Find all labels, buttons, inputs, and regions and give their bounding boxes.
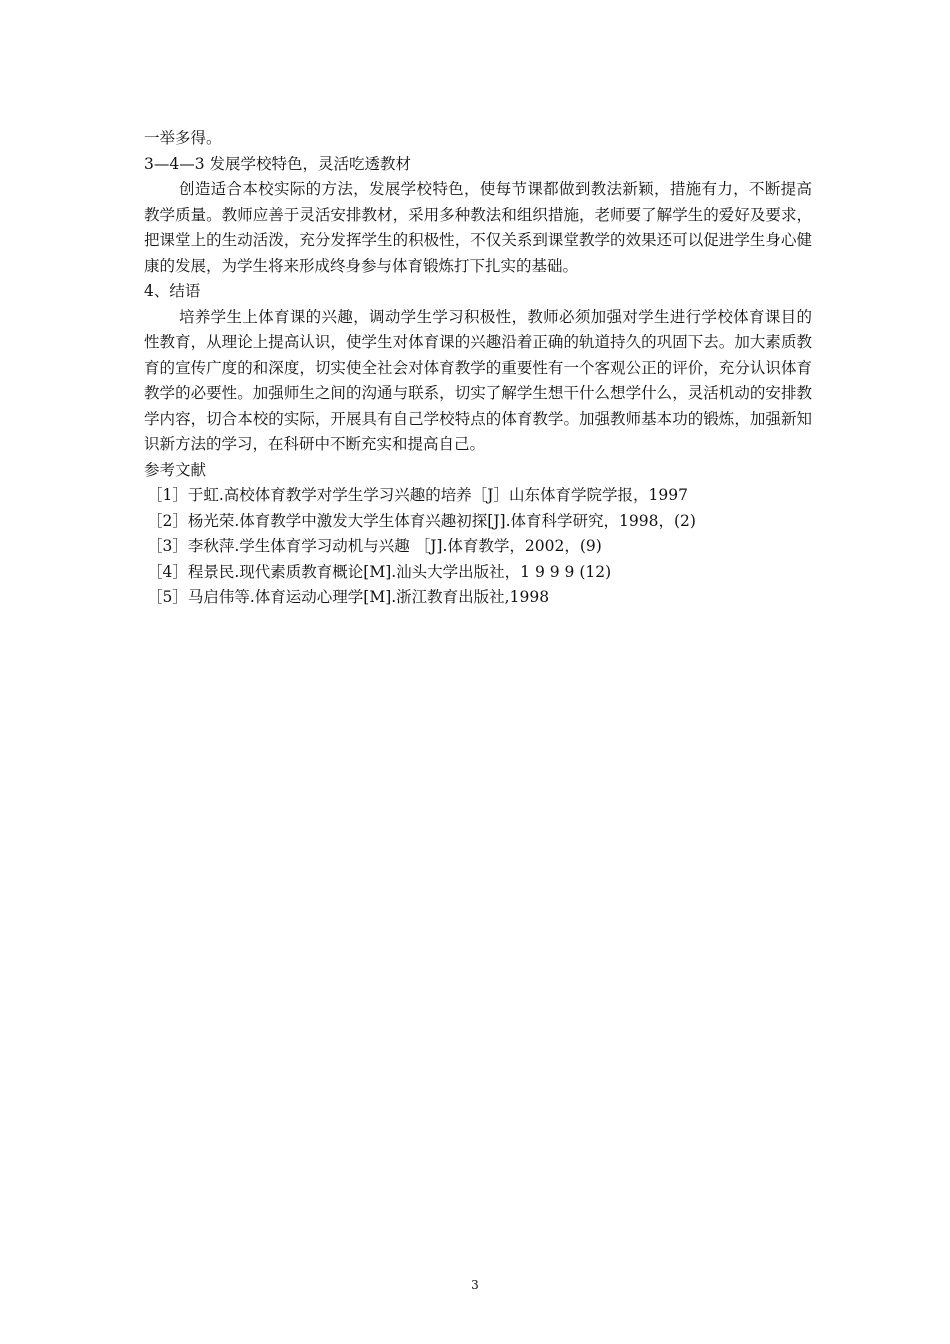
section-paragraph-conclusion: 培养学生上体育课的兴趣，调动学生学习积极性，教师必须加强对学生进行学校体育课目的性教育，从理论上提高认识，使学生对体育课的兴趣沿着正确的轨道持久的巩固下去。加大素质教育的宣传广度的和深度，切实使全社会对体育教学的重要性有一个客观公正的评价，充分认识体育教学的必要性。加强师生之间的沟通与联系，切实了解学生想干什么想学什么，灵活机动的安排教学内容，切合本校的实际，开展具有自己学校特点的体育教学。加强教师基本功的锻炼，加强新知识新方法的学习，在科研中不断充实和提高自己。 bbox=[144, 307, 812, 453]
references-list bbox=[144, 483, 812, 611]
reference-item: ［4］程景民.现代素质教育概论[M].汕头大学出版社，1 9 9 9 (12) bbox=[147, 562, 612, 581]
reference-item: ［5］马启伟等.体育运动心理学[M].浙江教育出版社,1998 bbox=[147, 588, 550, 606]
reference-item: ［3］李秋萍.学生体育学习动机与兴趣 ［J].体育教学，2002，(9) bbox=[147, 537, 602, 555]
reference-item: ［2］杨光荣.体育教学中激发大学生体育兴趣初探[J].体育科学研究，1998，(2) bbox=[147, 511, 696, 530]
reference-item: ［1］于虹.高校体育教学对学生学习兴趣的培养［J］山东体育学院学报，1997 bbox=[147, 486, 688, 504]
intro-line: 一举多得。 bbox=[144, 129, 222, 147]
section-heading-conclusion: 4、结语 bbox=[144, 282, 201, 300]
page-body bbox=[144, 126, 812, 611]
section-heading-3-4-3: 3—4—3 发展学校特色，灵活吃透教材 bbox=[144, 154, 412, 173]
section-paragraph-3-4-3: 创造适合本校实际的方法，发展学校特色，使每节课都做到教法新颖，措施有力，不断提高教学质量。教师应善于灵活安排教材，采用多种教法和组织措施，老师要了解学生的爱好及要求，把课堂上的生动活泼，充分发挥学生的积极性，不仅关系到课堂教学的效果还可以促进学生身心健康的发展，为学生将来形成终身参与体育锻炼打下扎实的基础。 bbox=[144, 180, 812, 275]
page-number: 3 bbox=[471, 1278, 479, 1292]
references-heading: 参考文献 bbox=[144, 460, 207, 479]
